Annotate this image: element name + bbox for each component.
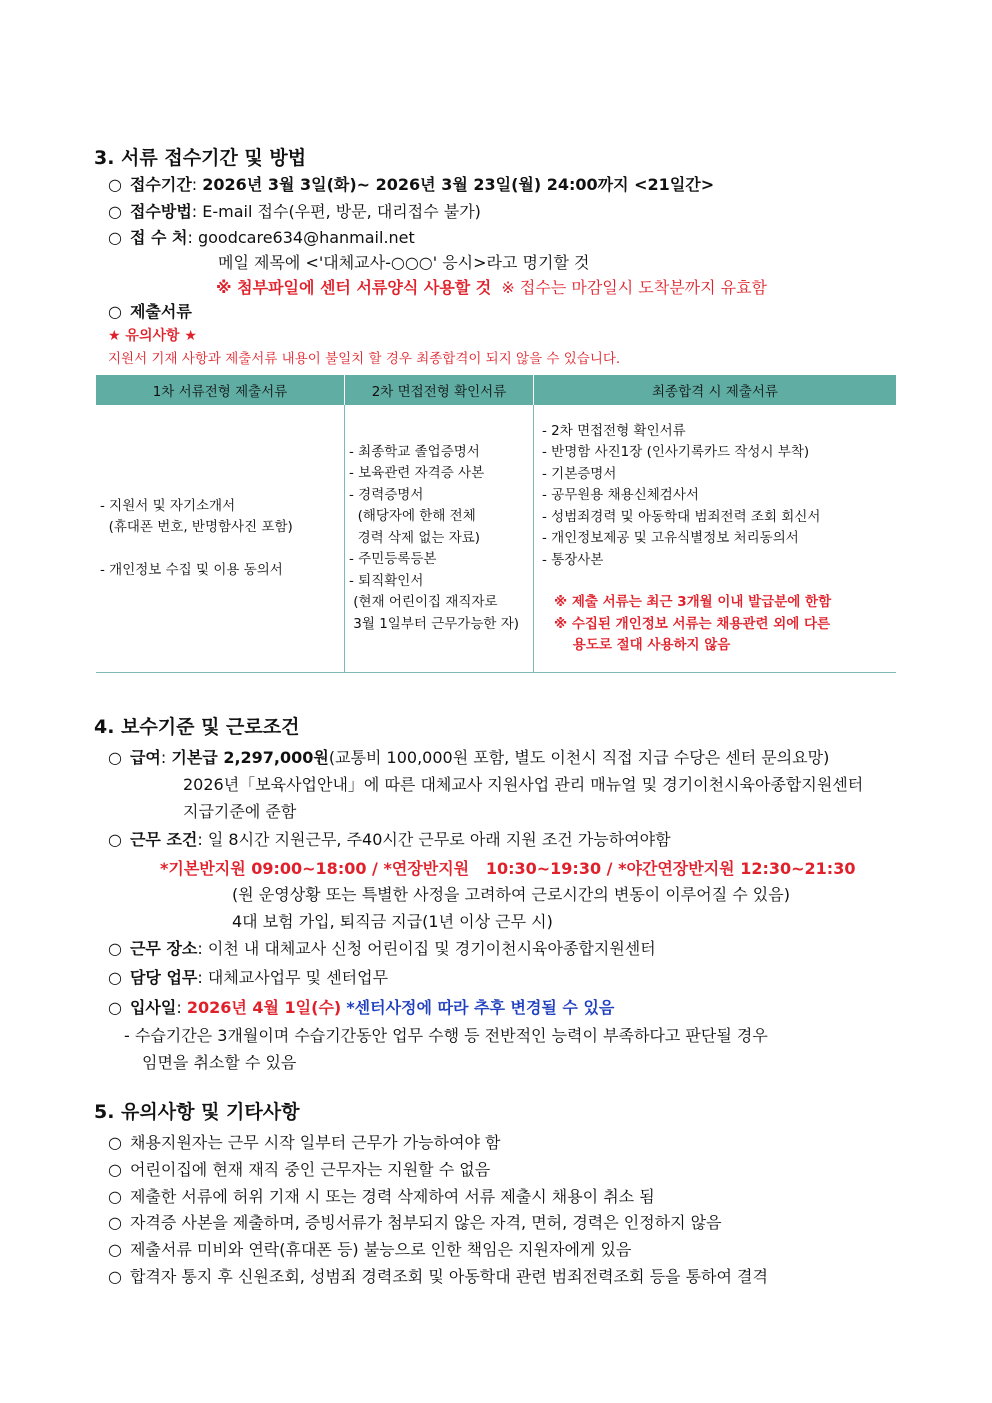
pay-label: 급여	[129, 748, 161, 767]
duty-row: ○ 담당 업무: 대체교사업무 및 센터업무	[108, 968, 389, 987]
col3-red-line: ※ 제출 서류는 최근 3개월 이내 발급분에 한함	[554, 594, 832, 610]
dest-row: ○ 접 수 처: goodcare634@hanmail.net	[108, 228, 415, 247]
attachment-note	[216, 275, 767, 298]
list-item-text: 자격증 사본을 제출하며, 증빙서류가 첨부되지 않은 자격, 면허, 경력은 인정하지 않음	[129, 1213, 722, 1232]
probation-line1: - 수습기간은 3개월이며 수습기간동안 업무 수행 등 전반적인 능력이 부족하다고 판단될 경우	[124, 1026, 768, 1045]
section4-title: 4. 보수기준 및 근로조건	[94, 716, 300, 738]
col2-line: - 퇴직확인서	[349, 572, 424, 589]
circle-bullet-icon: ○	[108, 1213, 122, 1232]
start-row: ○ 입사일: 2026년 4월 1일(수) *센터사정에 따라 추후 변경될 수 있음	[108, 998, 615, 1017]
circle-bullet-icon: ○	[108, 939, 122, 958]
dest-email: goodcare634@hanmail.net	[197, 228, 415, 247]
circle-bullet-icon: ○	[108, 1133, 122, 1152]
start-label: 입사일	[129, 998, 177, 1017]
col2-line: - 경력증명서	[349, 486, 424, 503]
col2-line: - 보육관련 자격증 사본	[349, 465, 485, 482]
documents-table	[96, 375, 896, 673]
circle-bullet-icon: ○	[108, 968, 122, 987]
col2-line: 3월 1일부터 근무가능한 자)	[349, 615, 520, 632]
col2-line: (현재 어린이집 재직자로	[349, 594, 498, 611]
caution-title: ★ 유의사항 ★	[108, 328, 197, 344]
mail-subject-note: 메일 제목에 <'대체교사-○○○' 응시>라고 명기할 것	[218, 253, 590, 272]
section3-title: 3. 서류 접수기간 및 방법	[94, 147, 307, 169]
circle-bullet-icon: ○	[108, 1160, 122, 1179]
circle-bullet-icon: ○	[108, 748, 122, 767]
circle-bullet-icon: ○	[108, 1240, 122, 1259]
deadline-note: ※ 접수는 마감일시 도착분까지 유효함	[501, 278, 768, 297]
table-row	[96, 405, 896, 673]
list-item	[108, 1130, 501, 1153]
col3-cell	[534, 405, 897, 673]
list-item-text: 제출서류 미비와 연락(휴대폰 등) 불능으로 인한 책임은 지원자에게 있음	[129, 1240, 632, 1259]
start-date: 2026년 4월 1일(수)	[186, 998, 342, 1017]
list-item	[108, 1157, 490, 1180]
circle-bullet-icon: ○	[108, 1267, 122, 1286]
docs-label: 제출서류	[129, 302, 192, 321]
col3-line: - 2차 면접전형 확인서류	[542, 422, 686, 439]
col2-line: - 주민등록등본	[349, 551, 437, 568]
col2-line: 경력 삭제 없는 자료)	[349, 529, 481, 546]
pay-base: 기본급 2,297,000원	[171, 748, 329, 767]
pay-row: ○ 급여: 기본급 2,297,000원(교통비 100,000원 포함, 별도 이천시 직접 지급 수당은 센터 문의요망)	[108, 748, 830, 767]
col1-line	[100, 539, 340, 560]
list-item	[108, 1237, 631, 1260]
col1-line: (휴대폰 번호, 반명함사진 포함)	[100, 519, 293, 536]
start-note: *센터사정에 따라 추후 변경될 수 있음	[346, 998, 615, 1017]
docs-row	[108, 299, 192, 322]
col3-line: - 공무원용 채용신체검사서	[542, 487, 699, 503]
method-label: 접수방법	[129, 202, 192, 221]
col1-line: - 지원서 및 자기소개서	[100, 497, 236, 514]
col3-line: - 통장사본	[542, 551, 604, 568]
circle-bullet-icon: ○	[108, 998, 122, 1017]
method-row: ○ 접수방법: E-mail 접수(우편, 방문, 대리접수 불가)	[108, 202, 481, 221]
table-header-3: 최종합격 시 제출서류	[534, 375, 897, 405]
circle-bullet-icon: ○	[108, 1187, 122, 1206]
cond-row: ○ 근무 조건: 일 8시간 지원근무, 주40시간 근무로 아래 지원 조건 가능하여야함	[108, 830, 671, 849]
col3-spacer	[542, 571, 892, 592]
period-value: 2026년 3월 3일(화)~ 2026년 3월 23일(월) 24:00까지 <21일간>	[202, 175, 715, 194]
place-label: 근무 장소	[129, 939, 198, 958]
col2-cell	[345, 405, 534, 673]
section5-title: 5. 유의사항 및 기타사항	[94, 1101, 300, 1123]
place-value: 이천 내 대체교사 신청 어린이집 및 경기이천시육아종합지원센터	[207, 939, 656, 958]
dest-label: 접 수 처	[129, 228, 188, 247]
cond-label: 근무 조건	[129, 830, 198, 849]
list-item-text: 채용지원자는 근무 시작 일부터 근무가 가능하여야 함	[129, 1133, 501, 1152]
period-row: ○ 접수기간: 2026년 3월 3일(화)~ 2026년 3월 23일(월) 24:00까지 <21일간>	[108, 175, 715, 194]
circle-bullet-icon: ○	[108, 302, 122, 321]
pay-line2: 2026년「보육사업안내」에 따른 대체교사 지원사업 관리 매뉴얼 및 경기이천시육아종합지원센터	[183, 775, 864, 794]
col3-red-line: 용도로 절대 사용하지 않음	[554, 637, 731, 653]
circle-bullet-icon: ○	[108, 830, 122, 849]
shift-times: *기본반지원 09:00~18:00 / *연장반지원 10:30~19:30 / *야간연장반지원 12:30~21:30	[160, 859, 856, 878]
list-item	[108, 1184, 655, 1207]
circle-bullet-icon: ○	[108, 175, 122, 194]
col1-line: - 개인정보 수집 및 이용 동의서	[100, 561, 283, 578]
shift-note: (원 운영상황 또는 특별한 사정을 고려하여 근로시간의 변동이 이루어질 수 있음)	[232, 885, 790, 904]
col3-line: - 성범죄경력 및 아동학대 범죄전력 조회 회신서	[542, 508, 821, 525]
insurance-note: 4대 보험 가입, 퇴직금 지급(1년 이상 근무 시)	[232, 912, 553, 931]
caution-text: 지원서 기재 사항과 제출서류 내용이 불일치 할 경우 최종합격이 되지 않을 수 있습니다.	[108, 351, 621, 367]
col3-line: - 개인정보제공 및 고유식별정보 처리동의서	[542, 530, 799, 546]
pay-line3: 지급기준에 준함	[183, 802, 297, 821]
circle-bullet-icon: ○	[108, 202, 122, 221]
col3-red-line: ※ 수집된 개인정보 서류는 채용관련 외에 다른	[554, 615, 831, 632]
attachment-note-bold: ※ 첨부파일에 센터 서류양식 사용할 것	[216, 278, 492, 297]
table-header-2: 2차 면접전형 확인서류	[345, 375, 534, 405]
cond-value: 일 8시간 지원근무, 주40시간 근무로 아래 지원 조건 가능하여야함	[207, 830, 671, 849]
col2-line: - 최종학교 졸업증명서	[349, 443, 480, 460]
col3-line: - 반명함 사진1장 (인사기록카드 작성시 부착)	[542, 444, 810, 460]
list-item-text: 합격자 통지 후 신원조회, 성범죄 경력조회 및 아동학대 관련 범죄전력조회 등을 통하여 결격	[129, 1267, 768, 1286]
duty-label: 담당 업무	[129, 968, 198, 987]
col3-line: - 기본증명서	[542, 465, 617, 482]
list-item-text: 제출한 서류에 허위 기재 시 또는 경력 삭제하여 서류 제출시 채용이 취소 됨	[129, 1187, 655, 1206]
circle-bullet-icon: ○	[108, 228, 122, 247]
col1-cell	[96, 405, 345, 673]
place-row: ○ 근무 장소: 이천 내 대체교사 신청 어린이집 및 경기이천시육아종합지원센터	[108, 939, 656, 958]
list-item	[108, 1264, 768, 1287]
table-header-row	[96, 375, 896, 405]
probation-line2: 임면을 취소할 수 있음	[142, 1053, 297, 1072]
period-label: 접수기간	[129, 175, 192, 194]
pay-detail: (교통비 100,000원 포함, 별도 이천시 직접 지급 수당은 센터 문의요망)	[328, 748, 830, 767]
method-value: E-mail 접수(우편, 방문, 대리접수 불가)	[202, 202, 481, 221]
table-header-1: 1차 서류전형 제출서류	[96, 375, 345, 405]
duty-value: 대체교사업무 및 센터업무	[207, 968, 389, 987]
col2-line: (해당자에 한해 전체	[349, 508, 476, 525]
list-item	[108, 1210, 722, 1233]
list-item-text: 어린이집에 현재 재직 중인 근무자는 지원할 수 없음	[129, 1160, 491, 1179]
